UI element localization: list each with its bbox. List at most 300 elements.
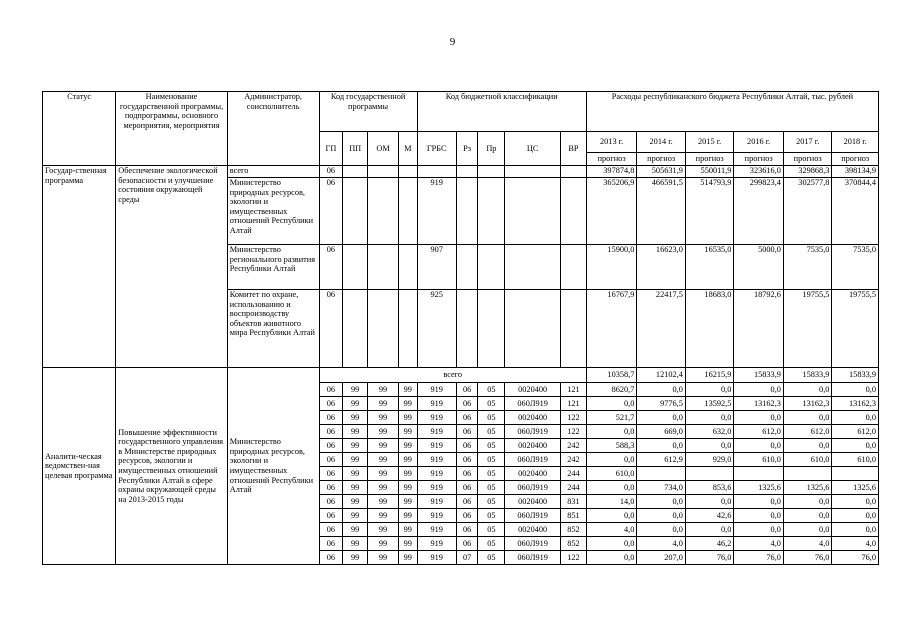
cell-value: 76,0: [832, 551, 879, 565]
cell-vr: 121: [561, 383, 587, 397]
cell-value: 0,0: [586, 509, 637, 523]
cell-om: 99: [368, 383, 399, 397]
cell-grbs: 919: [417, 467, 456, 481]
cell-om: 99: [368, 397, 399, 411]
cell-value: 612,0: [832, 425, 879, 439]
cell-om: 99: [368, 439, 399, 453]
cell-cs: 060Л919: [505, 397, 561, 411]
cell-grbs: 919: [417, 481, 456, 495]
cell-m: [399, 290, 418, 368]
cell-value: 22417,5: [637, 290, 686, 368]
cell-pp: 99: [343, 509, 368, 523]
cell-value: 505631,9: [637, 166, 686, 178]
cell-cs: 060Л919: [505, 509, 561, 523]
cell-value: 4,0: [586, 523, 637, 537]
cell-value: 42,6: [685, 509, 734, 523]
cell-pp: [343, 245, 368, 290]
cell-rz: 06: [456, 411, 478, 425]
cell-value: 0,0: [637, 411, 686, 425]
state-program-name: Обеспечение экологической безопасности и улучшение состояния окружающей среды: [116, 166, 227, 368]
cell-m: 99: [399, 397, 418, 411]
cell-cs: 0020400: [505, 411, 561, 425]
cell-value: 302577,8: [783, 178, 832, 245]
cell-value: 13162,3: [734, 397, 784, 411]
cell-om: 99: [368, 481, 399, 495]
row-admin: Министерство регионального развития Республики Алтай: [227, 245, 319, 290]
cell-value: 1325,6: [734, 481, 784, 495]
cell-rz: 06: [456, 439, 478, 453]
cell-m: 99: [399, 551, 418, 565]
cell-vr: 122: [561, 425, 587, 439]
cell-value: 0,0: [783, 523, 832, 537]
cell-grbs: 919: [417, 495, 456, 509]
cell-vr: [561, 166, 587, 178]
cell-pp: 99: [343, 383, 368, 397]
cell-value: [783, 467, 832, 481]
cell-value: 0,0: [734, 439, 784, 453]
cell-pp: 99: [343, 467, 368, 481]
cell-value: 14,0: [586, 495, 637, 509]
cell-value: 0,0: [637, 523, 686, 537]
header-forecast: прогноз: [586, 153, 637, 166]
cell-value: 7535,0: [783, 245, 832, 290]
cell-value: 12102,4: [637, 368, 686, 383]
cell-gp: 06: [319, 411, 343, 425]
cell-value: 612,9: [637, 453, 686, 467]
cell-value: 0,0: [832, 411, 879, 425]
cell-grbs: 919: [417, 551, 456, 565]
cell-value: 207,0: [637, 551, 686, 565]
header-vr: ВР: [561, 132, 587, 166]
cell-pp: 99: [343, 481, 368, 495]
cell-pr: 05: [478, 383, 505, 397]
cell-value: 323616,0: [734, 166, 784, 178]
cell-vr: 244: [561, 467, 587, 481]
cell-pr: 05: [478, 523, 505, 537]
cell-rz: 06: [456, 537, 478, 551]
cell-value: 0,0: [783, 383, 832, 397]
analytic-program-status: Аналити-ческая ведомствен-ная целевая программа: [43, 368, 116, 565]
header-rz: Рз: [456, 132, 478, 166]
header-om: ОМ: [368, 132, 399, 166]
cell-grbs: 919: [417, 383, 456, 397]
cell-value: 734,0: [637, 481, 686, 495]
cell-value: 0,0: [832, 439, 879, 453]
cell-pr: 05: [478, 481, 505, 495]
cell-m: 99: [399, 495, 418, 509]
cell-rz: 06: [456, 509, 478, 523]
header-cs: ЦС: [505, 132, 561, 166]
cell-grbs: 919: [417, 397, 456, 411]
cell-pp: 99: [343, 495, 368, 509]
cell-value: 8620,7: [586, 383, 637, 397]
cell-value: 76,0: [734, 551, 784, 565]
cell-value: 1325,6: [832, 481, 879, 495]
cell-gp: 06: [319, 290, 343, 368]
cell-value: 4,0: [832, 537, 879, 551]
cell-om: 99: [368, 411, 399, 425]
cell-value: 0,0: [586, 537, 637, 551]
cell-pp: 99: [343, 551, 368, 565]
cell-pr: 05: [478, 397, 505, 411]
cell-m: [399, 178, 418, 245]
cell-om: [368, 166, 399, 178]
cell-cs: [505, 245, 561, 290]
cell-value: 466591,5: [637, 178, 686, 245]
cell-m: 99: [399, 425, 418, 439]
cell-pp: [343, 166, 368, 178]
cell-value: 15900,0: [586, 245, 637, 290]
cell-cs: 0020400: [505, 383, 561, 397]
cell-pr: [478, 290, 505, 368]
header-m: М: [399, 132, 418, 166]
cell-value: 521,7: [586, 411, 637, 425]
row-admin: Министерство природных ресурсов, экологии и имущественных отношений Республики Алтай: [227, 178, 319, 245]
cell-gp: 06: [319, 439, 343, 453]
cell-value: 15833,9: [734, 368, 784, 383]
header-forecast: прогноз: [685, 153, 734, 166]
cell-rz: 06: [456, 453, 478, 467]
row-admin: всего: [227, 166, 319, 178]
cell-value: 610,0: [586, 467, 637, 481]
header-year: 2016 г.: [734, 132, 784, 153]
cell-value: 5000,0: [734, 245, 784, 290]
analytic-program-admin: Министерство природных ресурсов, экологии и имущественных отношений Республики Алтай: [227, 368, 319, 565]
header-year: 2015 г.: [685, 132, 734, 153]
cell-value: 7535,0: [832, 245, 879, 290]
cell-value: 0,0: [685, 411, 734, 425]
cell-om: [368, 178, 399, 245]
cell-value: 0,0: [685, 523, 734, 537]
cell-vr: [561, 290, 587, 368]
cell-gp: 06: [319, 245, 343, 290]
cell-value: 669,0: [637, 425, 686, 439]
cell-grbs: 919: [417, 439, 456, 453]
cell-pp: 99: [343, 537, 368, 551]
header-gp: ГП: [319, 132, 343, 166]
cell-pp: 99: [343, 439, 368, 453]
cell-m: 99: [399, 383, 418, 397]
cell-om: 99: [368, 467, 399, 481]
header-name: Наименование государственной программы, подпрограммы, основного мероприятия, мероприятия: [116, 92, 227, 166]
cell-value: 299823,4: [734, 178, 784, 245]
cell-grbs: 925: [417, 290, 456, 368]
cell-m: 99: [399, 439, 418, 453]
cell-pr: 05: [478, 495, 505, 509]
cell-value: 76,0: [685, 551, 734, 565]
cell-cs: [505, 166, 561, 178]
cell-cs: [505, 290, 561, 368]
cell-value: 4,0: [637, 537, 686, 551]
cell-value: 16767,9: [586, 290, 637, 368]
cell-vr: [561, 245, 587, 290]
cell-value: [734, 467, 784, 481]
cell-value: 1325,6: [783, 481, 832, 495]
cell-om: 99: [368, 537, 399, 551]
cell-cs: 060Л919: [505, 551, 561, 565]
cell-pr: 05: [478, 425, 505, 439]
header-year: 2018 г.: [832, 132, 879, 153]
table-row: [43, 166, 879, 178]
cell-pp: 99: [343, 425, 368, 439]
cell-value: 370844,4: [832, 178, 879, 245]
cell-grbs: 907: [417, 245, 456, 290]
cell-pp: 99: [343, 523, 368, 537]
cell-gp: 06: [319, 523, 343, 537]
cell-value: 18683,0: [685, 290, 734, 368]
cell-grbs: 919: [417, 425, 456, 439]
cell-pr: 05: [478, 439, 505, 453]
cell-value: 18792,6: [734, 290, 784, 368]
cell-value: 0,0: [783, 439, 832, 453]
cell-om: 99: [368, 425, 399, 439]
cell-m: 99: [399, 411, 418, 425]
header-year: 2013 г.: [586, 132, 637, 153]
cell-pr: 05: [478, 467, 505, 481]
cell-rz: 06: [456, 397, 478, 411]
state-program-status: Государ-ственная программа: [43, 166, 116, 368]
cell-pp: [343, 290, 368, 368]
cell-value: 550011,9: [685, 166, 734, 178]
cell-vr: 242: [561, 453, 587, 467]
cell-rz: 06: [456, 425, 478, 439]
cell-value: 0,0: [637, 383, 686, 397]
cell-om: 99: [368, 509, 399, 523]
cell-vr: [561, 178, 587, 245]
header-row-1: [43, 92, 879, 132]
cell-value: 0,0: [586, 481, 637, 495]
cell-pp: 99: [343, 453, 368, 467]
cell-gp: 06: [319, 551, 343, 565]
cell-value: 16215,9: [685, 368, 734, 383]
cell-value: 4,0: [783, 537, 832, 551]
cell-vr: 122: [561, 551, 587, 565]
cell-value: 76,0: [783, 551, 832, 565]
cell-cs: 060Л919: [505, 481, 561, 495]
cell-om: 99: [368, 495, 399, 509]
cell-value: 19755,5: [832, 290, 879, 368]
cell-value: 0,0: [734, 523, 784, 537]
cell-cs: [505, 178, 561, 245]
budget-table: [42, 91, 879, 565]
cell-grbs: 919: [417, 411, 456, 425]
cell-vr: 121: [561, 397, 587, 411]
cell-value: 0,0: [734, 383, 784, 397]
cell-pp: 99: [343, 397, 368, 411]
header-grbs: ГРБС: [417, 132, 456, 166]
cell-om: 99: [368, 453, 399, 467]
cell-vr: 122: [561, 411, 587, 425]
cell-m: 99: [399, 467, 418, 481]
cell-value: 0,0: [832, 495, 879, 509]
cell-gp: 06: [319, 166, 343, 178]
cell-grbs: 919: [417, 453, 456, 467]
cell-pr: 05: [478, 509, 505, 523]
cell-value: 0,0: [832, 523, 879, 537]
cell-rz: [456, 166, 478, 178]
cell-m: 99: [399, 523, 418, 537]
cell-value: 9776,5: [637, 397, 686, 411]
analytic-total-label: всего: [319, 368, 586, 383]
cell-value: 13592,5: [685, 397, 734, 411]
cell-pr: 05: [478, 411, 505, 425]
cell-value: [685, 467, 734, 481]
cell-value: 0,0: [734, 509, 784, 523]
cell-vr: 852: [561, 523, 587, 537]
cell-value: 612,0: [734, 425, 784, 439]
cell-rz: [456, 245, 478, 290]
cell-value: 514793,9: [685, 178, 734, 245]
cell-m: 99: [399, 481, 418, 495]
cell-cs: 060Л919: [505, 453, 561, 467]
cell-grbs: 919: [417, 523, 456, 537]
cell-value: 610,0: [783, 453, 832, 467]
cell-value: [637, 467, 686, 481]
cell-value: 0,0: [586, 453, 637, 467]
cell-pr: [478, 178, 505, 245]
row-admin: Комитет по охране, использованию и воспроизводству объектов животного мира Республики Алтай: [227, 290, 319, 368]
cell-rz: 06: [456, 523, 478, 537]
cell-m: [399, 166, 418, 178]
cell-rz: 07: [456, 551, 478, 565]
header-year: 2017 г.: [783, 132, 832, 153]
cell-value: 46,2: [685, 537, 734, 551]
header-code-program: Код государственной программы: [319, 92, 417, 132]
cell-value: 0,0: [637, 495, 686, 509]
header-pr: Пр: [478, 132, 505, 166]
cell-gp: 06: [319, 481, 343, 495]
cell-value: 19755,5: [783, 290, 832, 368]
cell-value: 853,6: [685, 481, 734, 495]
cell-value: 588,3: [586, 439, 637, 453]
header-year: 2014 г.: [637, 132, 686, 153]
cell-rz: [456, 290, 478, 368]
header-status: Статус: [43, 92, 116, 166]
cell-value: 0,0: [734, 411, 784, 425]
cell-cs: 0020400: [505, 439, 561, 453]
cell-rz: 06: [456, 481, 478, 495]
cell-value: 0,0: [586, 551, 637, 565]
cell-pr: 05: [478, 453, 505, 467]
cell-gp: 06: [319, 397, 343, 411]
cell-grbs: [417, 166, 456, 178]
cell-value: 15833,9: [832, 368, 879, 383]
cell-gp: 06: [319, 537, 343, 551]
cell-grbs: 919: [417, 509, 456, 523]
cell-pp: [343, 178, 368, 245]
cell-value: 16623,0: [637, 245, 686, 290]
cell-value: 13162,3: [832, 397, 879, 411]
cell-value: 0,0: [637, 509, 686, 523]
cell-gp: 06: [319, 425, 343, 439]
cell-vr: 244: [561, 481, 587, 495]
cell-value: 610,0: [832, 453, 879, 467]
cell-value: 0,0: [685, 383, 734, 397]
cell-value: 13162,3: [783, 397, 832, 411]
cell-m: [399, 245, 418, 290]
cell-value: 0,0: [832, 509, 879, 523]
cell-cs: 060Л919: [505, 425, 561, 439]
cell-value: 397874,8: [586, 166, 637, 178]
cell-pp: 99: [343, 411, 368, 425]
cell-pr: [478, 245, 505, 290]
cell-rz: 06: [456, 467, 478, 481]
cell-gp: 06: [319, 495, 343, 509]
cell-value: 10358,7: [586, 368, 637, 383]
cell-vr: 851: [561, 509, 587, 523]
cell-value: 0,0: [586, 397, 637, 411]
cell-value: 4,0: [734, 537, 784, 551]
cell-m: 99: [399, 537, 418, 551]
cell-m: 99: [399, 453, 418, 467]
page-number: 9: [449, 36, 456, 48]
cell-rz: 06: [456, 383, 478, 397]
cell-gp: 06: [319, 467, 343, 481]
cell-cs: 0020400: [505, 467, 561, 481]
cell-value: 0,0: [783, 509, 832, 523]
cell-om: 99: [368, 551, 399, 565]
cell-value: 632,0: [685, 425, 734, 439]
cell-value: 15833,9: [783, 368, 832, 383]
table-row: [43, 368, 879, 383]
cell-gp: 06: [319, 509, 343, 523]
cell-value: [832, 467, 879, 481]
header-forecast: прогноз: [637, 153, 686, 166]
header-forecast: прогноз: [734, 153, 784, 166]
cell-value: 0,0: [586, 425, 637, 439]
header-forecast: прогноз: [783, 153, 832, 166]
cell-value: 16535,0: [685, 245, 734, 290]
cell-om: [368, 245, 399, 290]
cell-value: 0,0: [783, 495, 832, 509]
cell-value: 329868,3: [783, 166, 832, 178]
cell-om: 99: [368, 523, 399, 537]
cell-value: 0,0: [685, 495, 734, 509]
cell-value: 929,0: [685, 453, 734, 467]
cell-value: 0,0: [685, 439, 734, 453]
header-expenses: Расходы республиканского бюджета Республики Алтай, тыс. рублей: [586, 92, 878, 132]
cell-om: [368, 290, 399, 368]
cell-gp: 06: [319, 383, 343, 397]
cell-vr: 852: [561, 537, 587, 551]
cell-rz: [456, 178, 478, 245]
cell-value: 0,0: [637, 439, 686, 453]
cell-gp: 06: [319, 453, 343, 467]
header-forecast: прогноз: [832, 153, 879, 166]
cell-pr: 05: [478, 537, 505, 551]
cell-value: 610,0: [734, 453, 784, 467]
cell-value: 0,0: [832, 383, 879, 397]
cell-value: 0,0: [783, 411, 832, 425]
cell-m: 99: [399, 509, 418, 523]
cell-cs: 0020400: [505, 495, 561, 509]
cell-vr: 242: [561, 439, 587, 453]
cell-value: 612,0: [783, 425, 832, 439]
cell-value: 0,0: [734, 495, 784, 509]
cell-value: 398134,9: [832, 166, 879, 178]
cell-grbs: 919: [417, 178, 456, 245]
cell-value: 365206,9: [586, 178, 637, 245]
cell-pr: 05: [478, 551, 505, 565]
header-code-budget: Код бюджетной классификации: [417, 92, 586, 132]
cell-grbs: 919: [417, 537, 456, 551]
header-admin: Администратор, соисполнитель: [227, 92, 319, 166]
header-pp: ПП: [343, 132, 368, 166]
cell-pr: [478, 166, 505, 178]
analytic-program-name: Повышение эффективности государственного управления в Министерстве природных ресурсов, экологии и имущественных отношений Республики Алтай в сфере охраны окружающей среды на 2013-2015 годы: [116, 368, 227, 565]
cell-cs: 0020400: [505, 523, 561, 537]
cell-rz: 06: [456, 495, 478, 509]
